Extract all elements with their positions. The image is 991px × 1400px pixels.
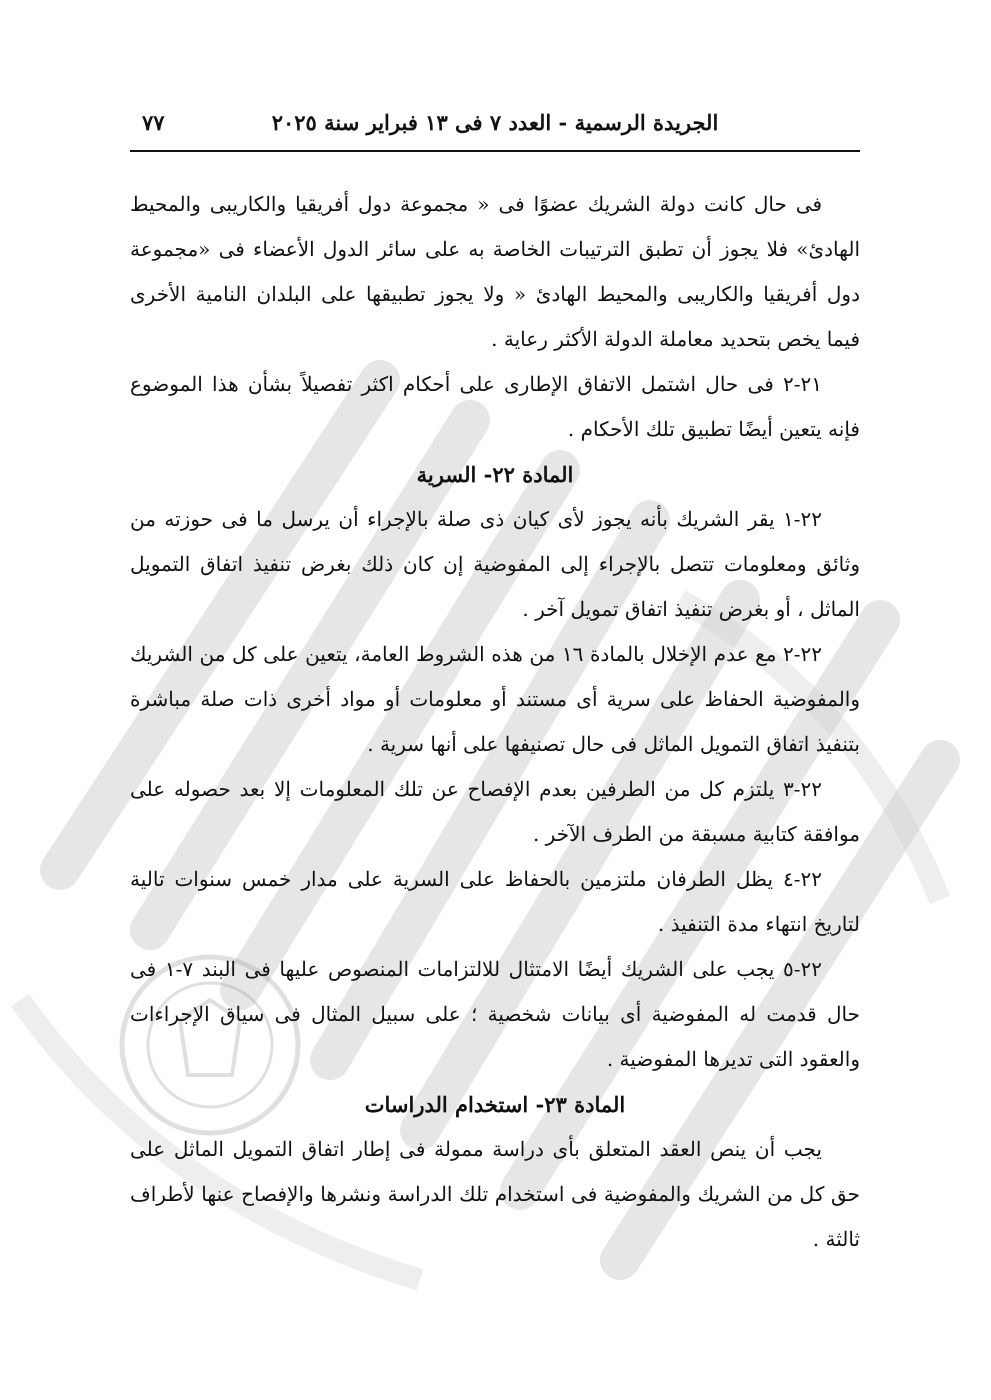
gazette-title: الجريدة الرسمية - العدد ٧ فى ١٣ فبراير سنة ٢٠٢٥ xyxy=(271,110,719,135)
paragraph: ٢٢-٢ مع عدم الإخلال بالمادة ١٦ من هذه الشروط العامة، يتعين على كل من الشريك والمفوضية الحفاظ على سرية أى مستند أو معلومات أو مواد أخرى ذات صلة مباشرة بتنفيذ اتفاق التمويل الماثل فى حال تصنيفها على أنها سرية . xyxy=(130,642,860,756)
paragraph: ٢٢-٣ يلتزم كل من الطرفين بعدم الإفصاح عن تلك المعلومات إلا بعد حصوله على موافقة كتابية مسبقة من الطرف الآخر . xyxy=(130,777,860,846)
paragraph: ٢١-٢ فى حال اشتمل الاتفاق الإطارى على أحكام اكثر تفصيلاً بشأن هذا الموضوع فإنه يتعين أيضًا تطبيق تلك الأحكام . xyxy=(130,372,860,441)
page-header xyxy=(130,100,860,152)
paragraph: ٢٢-١ يقر الشريك بأنه يجوز لأى كيان ذى صلة بالإجراء أن يرسل ما فى حوزته من وثائق ومعلومات تتصل بالإجراء إلى المفوضية إن كان ذلك بغرض تنفيذ اتفاق التمويل الماثل ، أو بغرض تنفيذ اتفاق تمويل آخر . xyxy=(130,507,860,621)
paragraph: فى حال كانت دولة الشريك عضوًا فى « مجموعة دول أفريقيا والكاريبى والمحيط الهادئ» فلا يجوز أن تطبق الترتيبات الخاصة به على سائر الدول الأعضاء فى «مجموعة دول أفريقيا والكاريبى والمحيط الهادئ « ولا يجوز تطبيقها على البلدان النامية الأخرى فيما يخص بتحديد معاملة الدولة الأكثر رعاية . xyxy=(130,192,860,351)
article-heading: المادة ٢٢- السرية xyxy=(416,462,574,487)
article-heading: المادة ٢٣- استخدام الدراسات xyxy=(364,1092,626,1117)
paragraph: ٢٢-٥ يجب على الشريك أيضًا الامتثال للالتزامات المنصوص عليها فى البند ٧-١ فى حال قدمت له المفوضية أى بيانات شخصية ؛ على سبيل المثال فى سياق الإجراءات والعقود التى تديرها المفوضية . xyxy=(130,957,860,1071)
paragraph: ٢٢-٤ يظل الطرفان ملتزمين بالحفاظ على السرية على مدار خمس سنوات تالية لتاريخ انتهاء مدة التنفيذ . xyxy=(130,867,860,936)
document-body xyxy=(130,182,860,1262)
page-number: ٧٧ xyxy=(142,110,165,135)
document-page xyxy=(130,100,860,1262)
paragraph: يجب أن ينص العقد المتعلق بأى دراسة ممولة فى إطار اتفاق التمويل الماثل على حق كل من الشريك والمفوضية فى استخدام تلك الدراسة ونشرها والإفصاح عنها لأطراف ثالثة . xyxy=(130,1137,860,1251)
